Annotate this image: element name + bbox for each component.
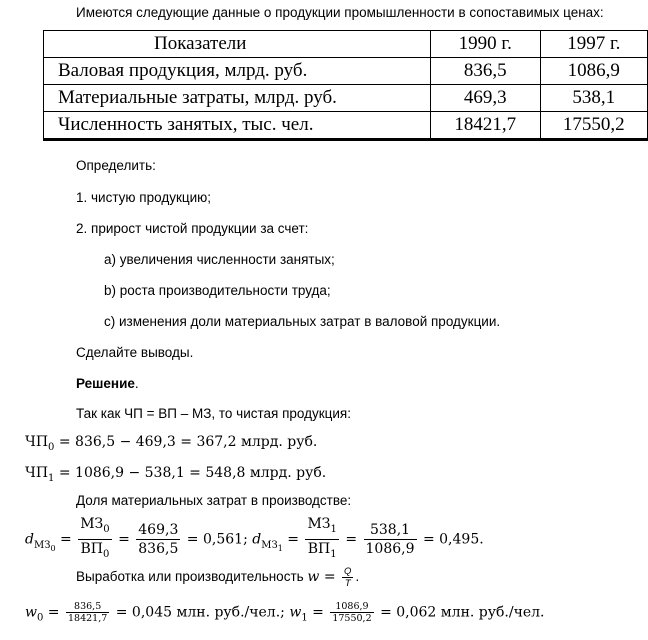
table-cell: 469,3 bbox=[430, 85, 540, 112]
data-table bbox=[43, 30, 648, 141]
task-conclusions: Сделайте выводы. bbox=[76, 345, 194, 360]
table-cell: 836,5 bbox=[430, 58, 540, 85]
table-row bbox=[44, 58, 648, 85]
result-0: = 0,561; bbox=[182, 531, 253, 548]
fraction-mz1-vp1: $\frac{МЗ_1}{ВП_1}$ bbox=[307, 516, 337, 560]
table-header-row bbox=[44, 31, 648, 58]
solution-heading bbox=[76, 375, 139, 393]
table-cell: Численность занятых, тыс. чел. bbox=[44, 112, 431, 140]
solution-line-3: Выработка или производительность w = $\frac{Q}{T}$ . bbox=[76, 566, 360, 589]
eq1-rhs: = 836,5 − 469,3 = 367,2 млрд. руб. bbox=[54, 434, 318, 450]
task-item-1: 1. чистую продукцию; bbox=[76, 190, 212, 205]
eq1-lhs: ЧП bbox=[25, 434, 49, 450]
d1-symbol: d bbox=[252, 531, 262, 548]
intro-text: Имеются следующие данные о продукции промышленности в сопоставимых ценах: bbox=[76, 5, 604, 20]
task-item-2: 2. прирост чистой продукции за счет: bbox=[76, 221, 309, 236]
d0-symbol: d bbox=[25, 531, 34, 548]
d0-sub: МЗ0 bbox=[33, 539, 56, 553]
table-cell: 18421,7 bbox=[430, 112, 540, 140]
equation-net-product-1 bbox=[25, 465, 326, 484]
fraction-469-836: $\frac{469,3}{836,5}$ bbox=[138, 522, 179, 557]
table-header-cell: 1997 г. bbox=[540, 31, 647, 58]
solution-heading-dot: . bbox=[134, 376, 139, 391]
fraction-mz0-vp0: $\frac{МЗ_0}{ВП_0}$ bbox=[80, 516, 110, 560]
eq2-sub: 1 bbox=[48, 473, 55, 484]
w1-result: = 0,062 млн. руб./чел. bbox=[375, 604, 545, 621]
task-item-2b: b) роста производительности труда; bbox=[104, 283, 331, 298]
equation-material-share: $d_{МЗ_0}$ = $\frac{МЗ_0}{ВП_0}$ = $\frac{469,3}{836,5}$ = 0,561; $d_{МЗ_1}$ = $\frac{МЗ_1}{ВП_1}$ = $\frac{538,1}{1086,9}$ = 0,495. bbox=[25, 515, 484, 564]
table-cell: Валовая продукция, млрд. руб. bbox=[44, 58, 431, 85]
result-1: = 0,495. bbox=[418, 531, 484, 548]
eq2-rhs: = 1086,9 − 538,1 = 548,8 млрд. руб. bbox=[54, 465, 327, 481]
table-cell: Материальные затраты, млрд. руб. bbox=[44, 85, 431, 112]
table-cell: 17550,2 bbox=[540, 112, 647, 140]
eq2-lhs: ЧП bbox=[25, 465, 49, 481]
table-cell: 1086,9 bbox=[540, 58, 647, 85]
task-item-2a: a) увеличения численности занятых; bbox=[104, 252, 335, 267]
solution-line-1: Так как ЧП = ВП – МЗ, то чистая продукция: bbox=[76, 406, 351, 421]
table-cell: 538,1 bbox=[540, 85, 647, 112]
fraction-w1: $\frac{1086,9}{17550,2}$ bbox=[332, 601, 372, 624]
fraction-538-1086: $\frac{538,1}{1086,9}$ bbox=[365, 522, 415, 557]
fraction-w0: $\frac{836,5}{18421,7}$ bbox=[68, 601, 108, 624]
d1-sub: МЗ1 bbox=[261, 539, 283, 553]
solution-heading-label: Решение bbox=[76, 376, 135, 391]
table-row bbox=[44, 112, 648, 140]
table-header-cell: Показатели bbox=[44, 31, 431, 58]
w0-result: = 0,045 млн. руб./чел.; bbox=[111, 604, 290, 621]
equation-net-product-0 bbox=[25, 434, 317, 453]
task-item-2c: c) изменения доли материальных затрат в валовой продукции. bbox=[104, 314, 501, 329]
solution-line-2: Доля материальных затрат в производстве: bbox=[76, 493, 352, 508]
fraction-q-t: $\frac{Q}{T}$ bbox=[344, 566, 352, 589]
task-determine: Определить: bbox=[76, 158, 156, 173]
eq1-sub: 0 bbox=[48, 442, 55, 453]
table-header-cell: 1990 г. bbox=[430, 31, 540, 58]
equation-productivity: $w_0$ = $\frac{836,5}{18421,7}$ = 0,045 млн. руб./чел.; $w_1$ = $\frac{1086,9}{17550,2}$ = 0,062 млн. руб./чел. bbox=[25, 601, 545, 624]
table-row bbox=[44, 85, 648, 112]
w1-symbol: w bbox=[289, 604, 302, 621]
w0-symbol: w bbox=[25, 604, 37, 621]
